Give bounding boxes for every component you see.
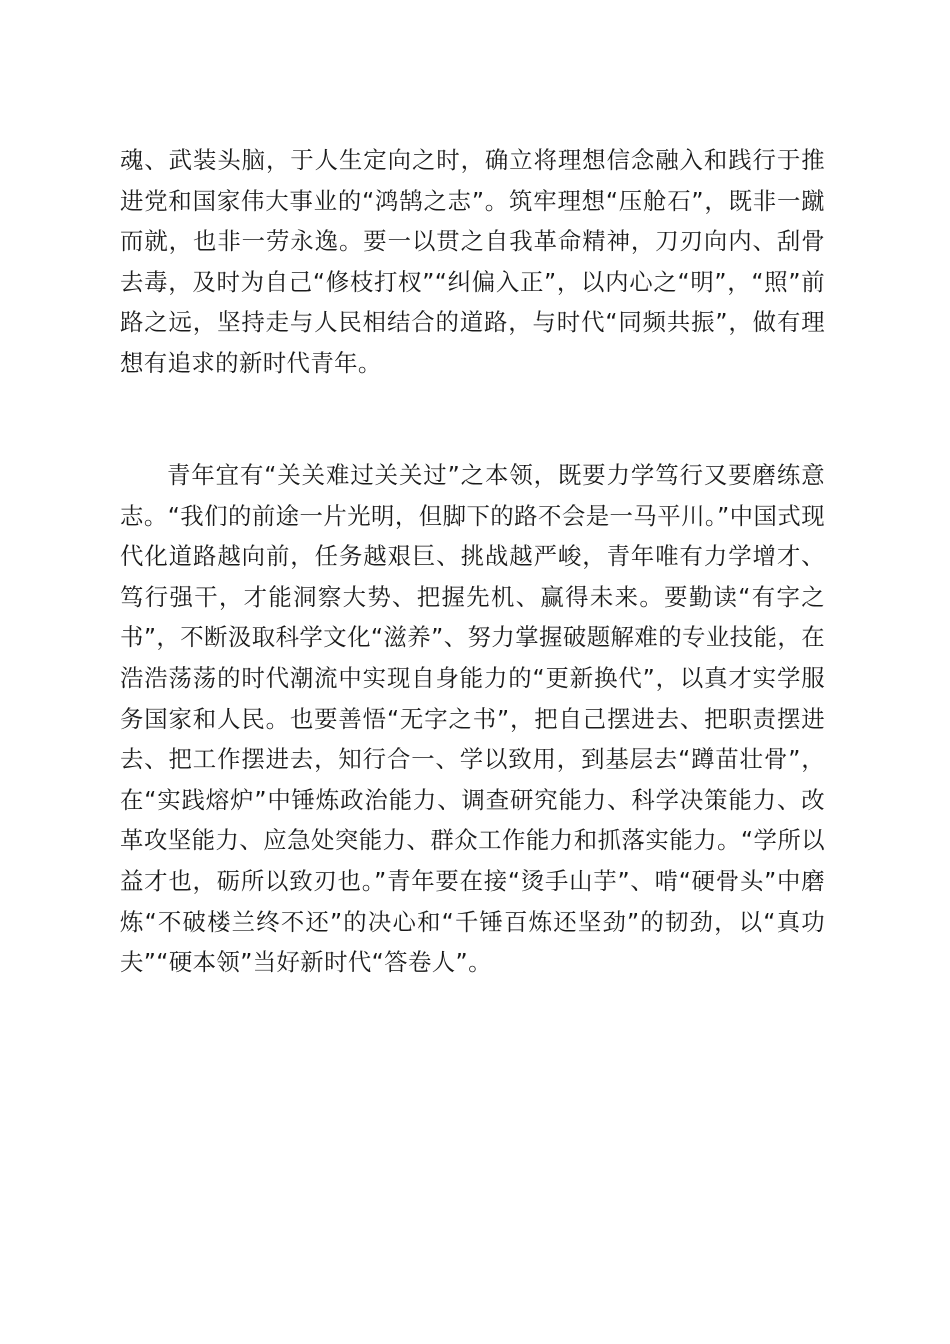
paragraph-continuation: 魂、武装头脑，于人生定向之时，确立将理想信念融入和践行于推进党和国家伟大事业的“鸿鹄之志”。筑牢理想“压舱石”，既非一蹴而就，也非一劳永逸。要一以贯之自我革命精神，刀刃向内、刮骨去毒，及时为自己“修枝打杈”“纠偏入正”，以内心之“明”，“照”前路之远，坚持走与人民相结合的道路，与时代“同频共振”，做有理想有追求的新时代青年。 (120, 146, 825, 377)
paragraph-youth-ability: 青年宜有“关关难过关关过”之本领，既要力学笃行又要磨练意志。“我们的前途一片光明，但脚下的路不会是一马平川。”中国式现代化道路越向前，任务越艰巨、挑战越严峻，青年唯有力学增才、笃行强干，才能洞察大势、把握先机、赢得未来。要勤读“有字之书”，不断汲取科学文化“滋养”、努力掌握破题解难的专业技能，在浩浩荡荡的时代潮流中实现自身能力的“更新换代”，以真才实学服务国家和人民。也要善悟“无字之书”，把自己摆进去、把职责摆进去、把工作摆进去，知行合一、学以致用，到基层去“蹲苗壮骨”，在“实践熔炉”中锤炼政治能力、调查研究能力、科学决策能力、改革攻坚能力、应急处突能力、群众工作能力和抓落实能力。“学所以益才也，砺所以致刃也。”青年要在接“烫手山芋”、啃“硬骨头”中磨炼“不破楼兰终不还”的决心和“千锤百炼还坚劲”的韧劲，以“真功夫”“硬本领”当好新时代“答卷人”。 (120, 461, 825, 977)
